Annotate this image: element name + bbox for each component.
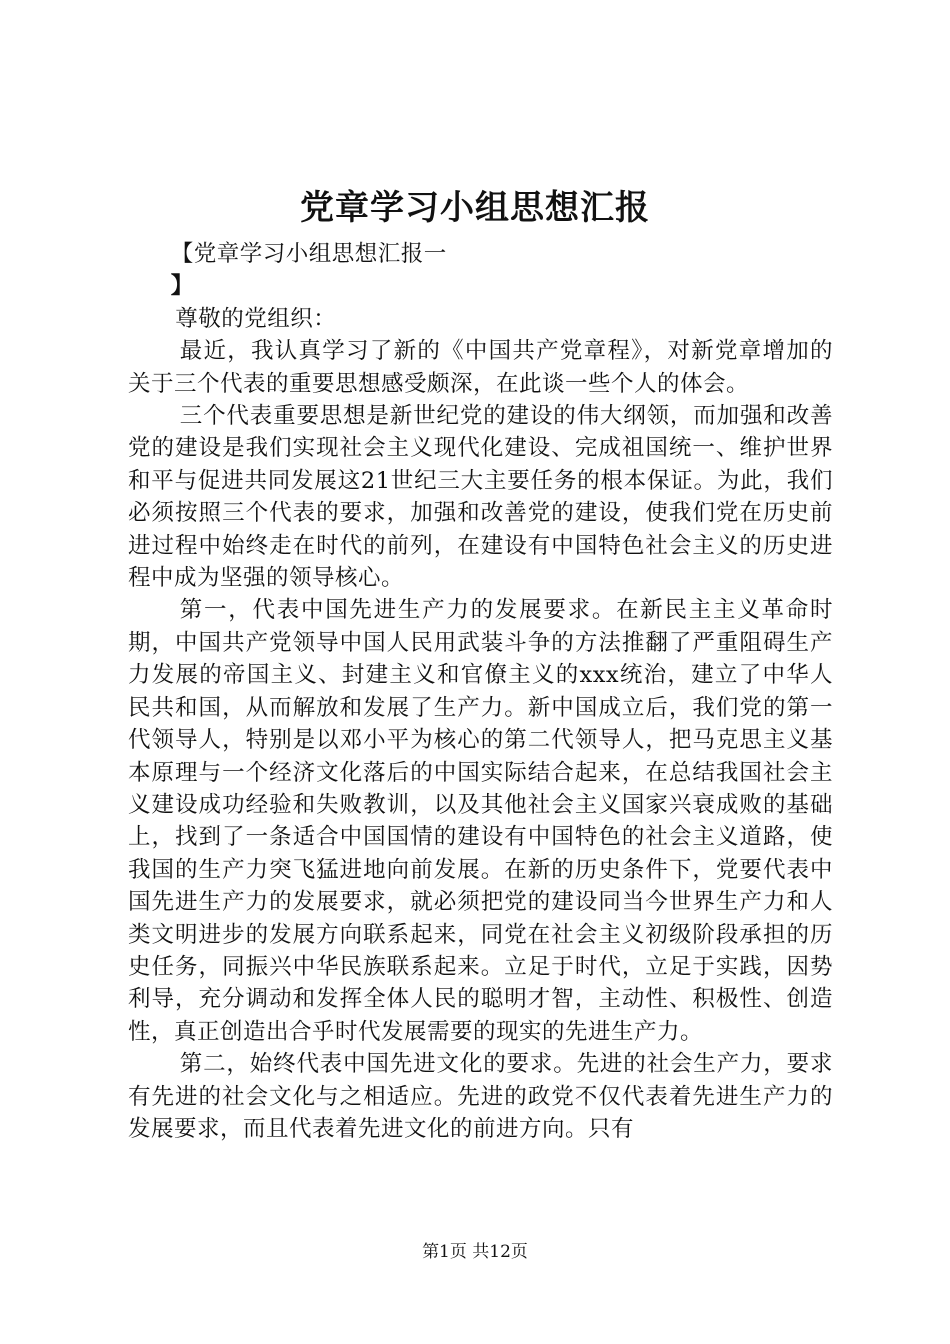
page-title: 党章学习小组思想汇报	[300, 188, 650, 228]
document-body	[128, 238, 833, 1145]
section-subtitle-bracket: 】	[170, 273, 194, 300]
paragraph: 第一，代表中国先进生产力的发展要求。在新民主主义革命时期，中国共产党领导中国人民用武装斗争的方法推翻了严重阻碍生产力发展的帝国主义、封建主义和官僚主义的xxx统治，建立了中华人民共和国，从而解放和发展了生产力。新中国成立后，我们党的第一代领导人，特别是以邓小平为核心的第二代领导人，把马克思主义基本原理与一个经济文化落后的中国实际结合起来，在总结我国社会主义建设成功经验和失败教训，以及其他社会主义国家兴衰成败的基础上，找到了一条适合中国国情的建设有中国特色的社会主义道路，使我国的生产力突飞猛进地向前发展。在新的历史条件下，党要代表中国先进生产力的发展要求，就必须把党的建设同当今世界生产力和人类文明进步的发展方向联系起来，同党在社会主义初级阶段承担的历史任务，同振兴中华民族联系起来。立足于时代，立足于实践，因势利导，充分调动和发挥全体人民的聪明才智，主动性、积极性、创造性，真正创造出合乎时代发展需要的现实的先进生产力。	[128, 597, 833, 1045]
page-number-footer: 第1页 共12页	[422, 1242, 528, 1262]
section-subtitle	[128, 238, 833, 303]
paragraph: 最近，我认真学习了新的《中国共产党章程》，对新党章增加的关于三个代表的重要思想感受颇深，在此谈一些个人的体会。	[128, 338, 833, 397]
paragraph: 三个代表重要思想是新世纪党的建设的伟大纲领，而加强和改善党的建设是我们实现社会主义现代化建设、完成祖国统一、维护世界和平与促进共同发展这21世纪三大主要任务的根本保证。为此，我们必须按照三个代表的要求，加强和改善党的建设，使我们党在历史前进过程中始终走在时代的前列，在建设有中国特色社会主义的历史进程中成为坚强的领导核心。	[128, 403, 833, 592]
section-subtitle-text: 【党章学习小组思想汇报一	[170, 241, 447, 267]
salutation: 尊敬的党组织：	[175, 305, 337, 332]
paragraph: 第二，始终代表中国先进文化的要求。先进的社会生产力，要求有先进的社会文化与之相适应。先进的政党不仅代表着先进生产力的发展要求，而且代表着先进文化的前进方向。只有	[128, 1051, 833, 1142]
